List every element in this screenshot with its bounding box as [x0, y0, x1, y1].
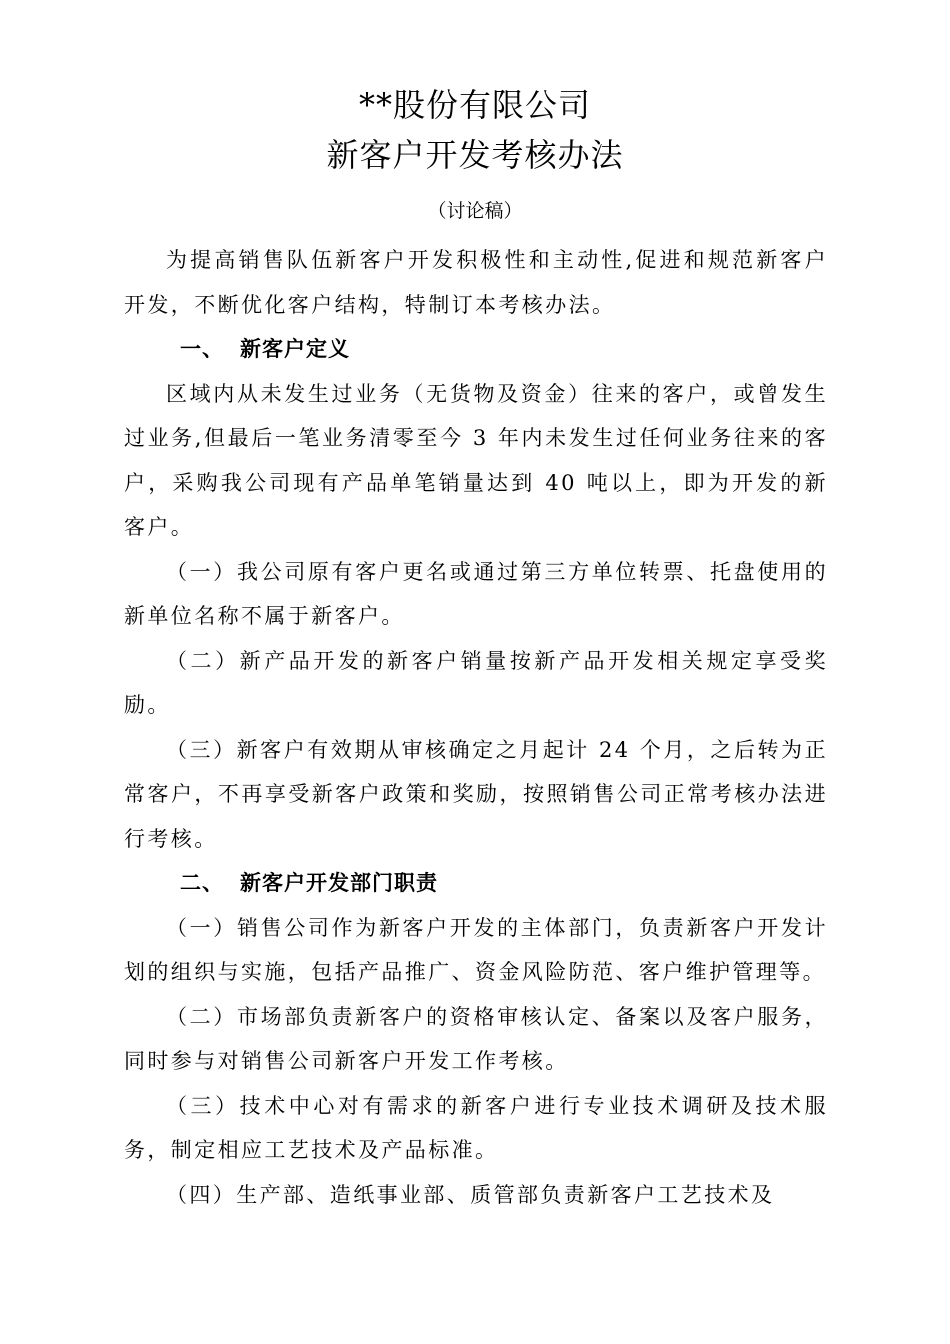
- section-number: 一、: [180, 337, 224, 361]
- document-body: [124, 238, 828, 1217]
- section-title: 新客户定义: [240, 337, 350, 361]
- company-name: **股份有限公司: [358, 86, 591, 124]
- section-number: 二、: [180, 871, 224, 895]
- responsibility-item-1: （一）销售公司作为新客户开发的主体部门，负责新客户开发计划的组织与实施，包括产品推广、资金风险防范、客户维护管理等。: [124, 915, 828, 984]
- section-heading-responsibilities: [124, 861, 828, 906]
- definition-item-3: （三）新客户有效期从审核确定之月起计 24 个月，之后转为正常客户，不再享受新客户政策和奖励，按照销售公司正常考核办法进行考核。: [124, 737, 828, 851]
- responsibility-item-4: （四）生产部、造纸事业部、质管部负责新客户工艺技术及: [166, 1182, 775, 1207]
- section-title: 新客户开发部门职责: [240, 871, 438, 895]
- responsibility-item-2: （二）市场部负责新客户的资格审核认定、备案以及客户服务，同时参与对销售公司新客户开发工作考核。: [124, 1004, 828, 1073]
- intro-paragraph: 为提高销售队伍新客户开发积极性和主动性,促进和规范新客户开发，不断优化客户结构，特制订本考核办法。: [124, 248, 828, 317]
- section-heading-definition: [124, 327, 828, 372]
- definition-item-1: （一）我公司原有客户更名或通过第三方单位转票、托盘使用的新单位名称不属于新客户。: [124, 559, 828, 628]
- definition-paragraph: 区域内从未发生过业务（无货物及资金）往来的客户，或曾发生过业务,但最后一笔业务清零至今 3 年内未发生过任何业务往来的客户，采购我公司现有产品单笔销量达到 40 吨以上，即为开发的新客户。: [124, 381, 828, 539]
- draft-label: （讨论稿）: [427, 200, 523, 222]
- definition-item-2: （二）新产品开发的新客户销量按新产品开发相关规定享受奖励。: [124, 648, 828, 717]
- responsibility-item-3: （三）技术中心对有需求的新客户进行专业技术调研及技术服务，制定相应工艺技术及产品标准。: [124, 1093, 828, 1162]
- document-title: 新客户开发考核办法: [326, 136, 624, 174]
